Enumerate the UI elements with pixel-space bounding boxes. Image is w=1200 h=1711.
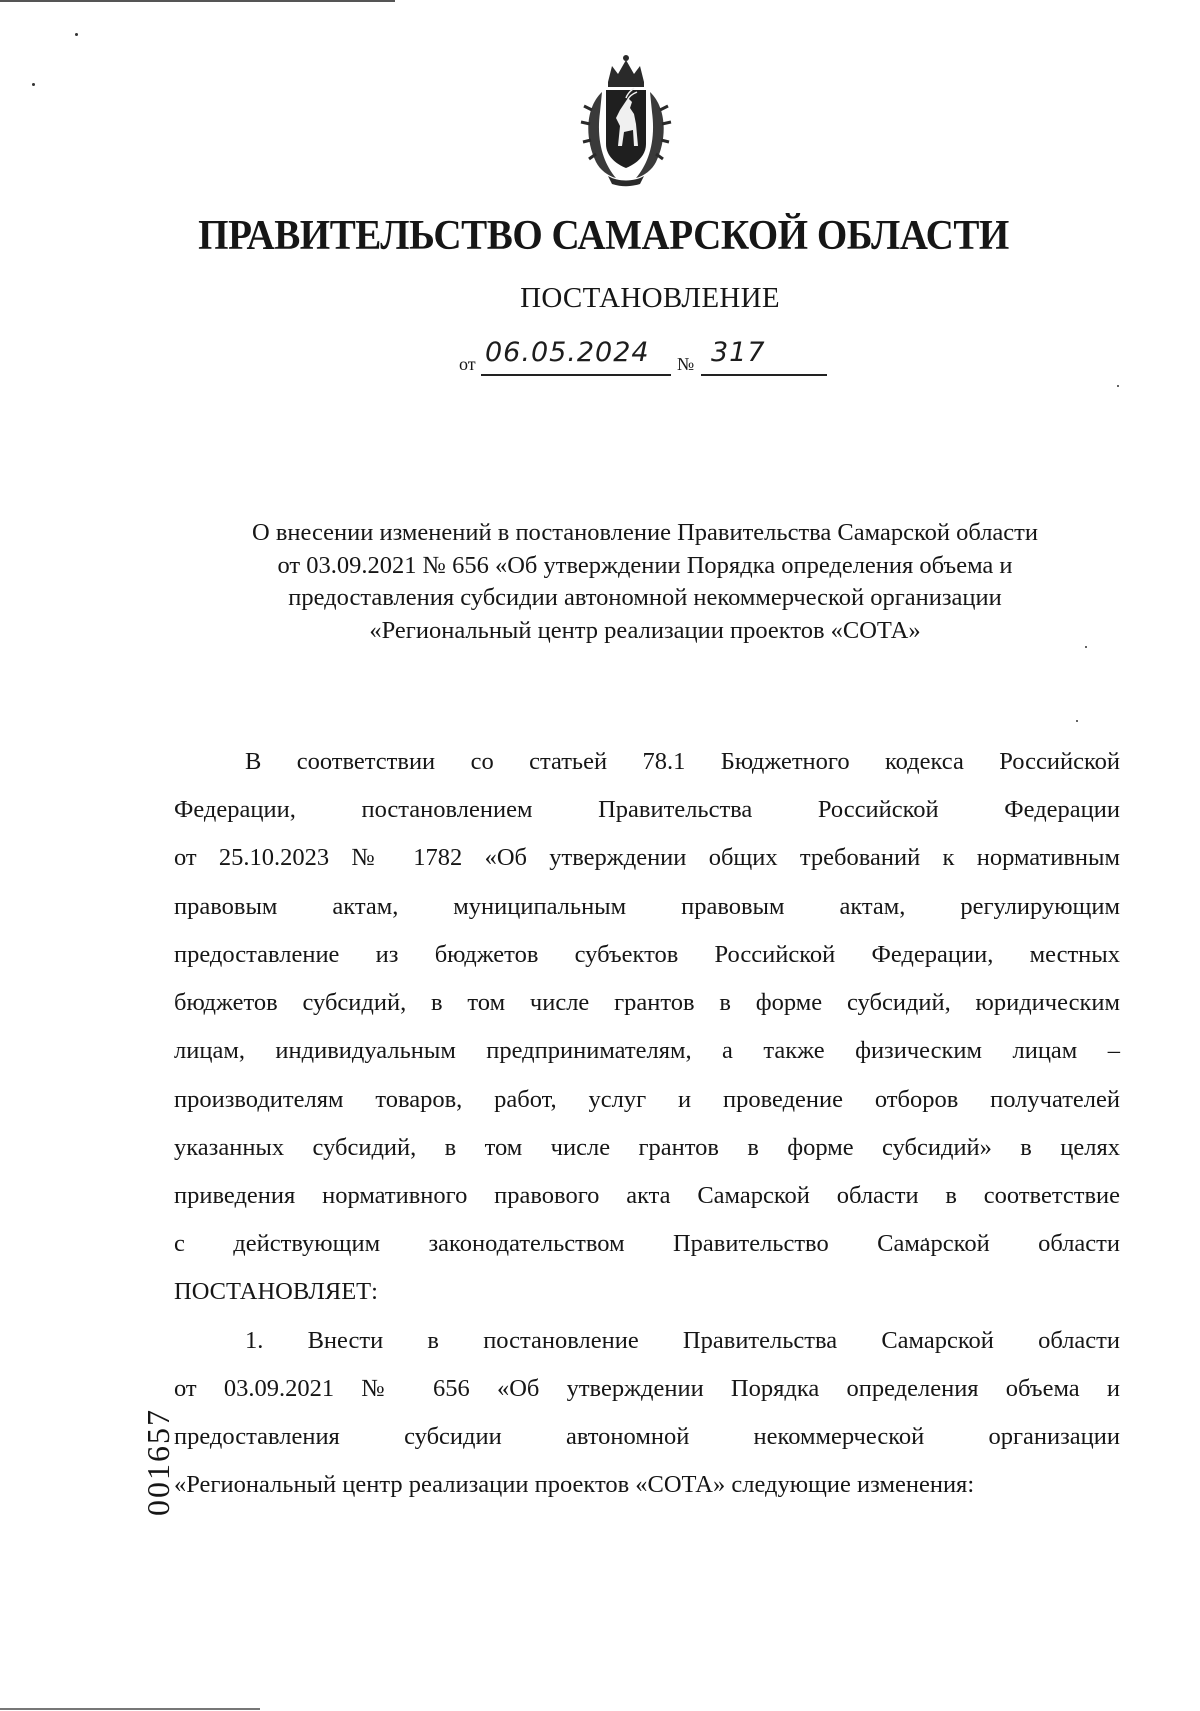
scan-edge-line: [0, 0, 395, 2]
body-line: правовым актам, муниципальным правовым актам, регулирующим: [174, 893, 1120, 920]
government-title: ПРАВИТЕЛЬСТВО САМАРСКОЙ ОБЛАСТИ: [198, 213, 1009, 259]
body-line: с действующим законодательством Правительство Самарской области: [174, 1230, 1120, 1257]
body-line: приведения нормативного правового акта Самарской области в соответствие: [174, 1182, 1120, 1209]
body-line: «Региональный центр реализации проектов «СОТА» следующие изменения:: [174, 1471, 975, 1498]
body-line: 1. Внести в постановление Правительства Самарской области: [245, 1327, 1120, 1354]
decree-type: ПОСТАНОВЛЕНИЕ: [520, 282, 780, 314]
scan-speck: [1117, 385, 1119, 387]
scan-speck: [32, 83, 35, 86]
body-line: лицам, индивидуальным предпринимателям, а также физическим лицам –: [174, 1037, 1120, 1064]
date-prefix: от: [459, 354, 476, 374]
heading-line: «Региональный центр реализации проектов «СОТА»: [369, 616, 921, 644]
handwritten-date: 06.05.2024: [485, 337, 650, 368]
coat-of-arms-emblem: [578, 52, 674, 187]
heading-line: от 03.09.2021 № 656 «Об утверждении Порядка определения объема и: [277, 551, 1013, 579]
body-line: предоставления субсидии автономной некоммерческой организации: [174, 1423, 1120, 1450]
scan-edge-line: [0, 1708, 260, 1710]
heading-line: О внесении изменений в постановление Правительства Самарской области: [252, 519, 1038, 546]
heading-line: предоставления субсидии автономной некоммерческой организации: [288, 584, 1002, 611]
body-line: Федерации, постановлением Правительства Российской Федерации: [174, 796, 1120, 823]
registration-number: 001657: [140, 1408, 176, 1516]
scan-speck: [75, 33, 78, 36]
body-line: ПОСТАНОВЛЯЕТ:: [174, 1278, 378, 1305]
number-underline: [701, 374, 827, 376]
body-line: производителям товаров, работ, услуг и проведение отборов получателей: [174, 1086, 1120, 1113]
handwritten-number: 317: [711, 337, 766, 368]
body-line: В соответствии со статьей 78.1 Бюджетного кодекса Российской: [245, 748, 1120, 775]
scan-speck: [1076, 720, 1078, 722]
body-line: от 03.09.2021 № 656 «Об утверждении Порядка определения объема и: [174, 1375, 1120, 1402]
body-line: предоставление из бюджетов субъектов Российской Федерации, местных: [174, 941, 1120, 968]
body-line: от 25.10.2023 № 1782 «Об утверждении общих требований к нормативным: [174, 844, 1120, 871]
decree-heading: [160, 517, 1130, 647]
date-underline: [481, 374, 671, 376]
body-line: бюджетов субсидий, в том числе грантов в форме субсидий, юридическим: [174, 989, 1120, 1016]
body-line: указанных субсидий, в том числе грантов в форме субсидий» в целях: [174, 1134, 1120, 1161]
number-prefix: №: [677, 354, 695, 374]
